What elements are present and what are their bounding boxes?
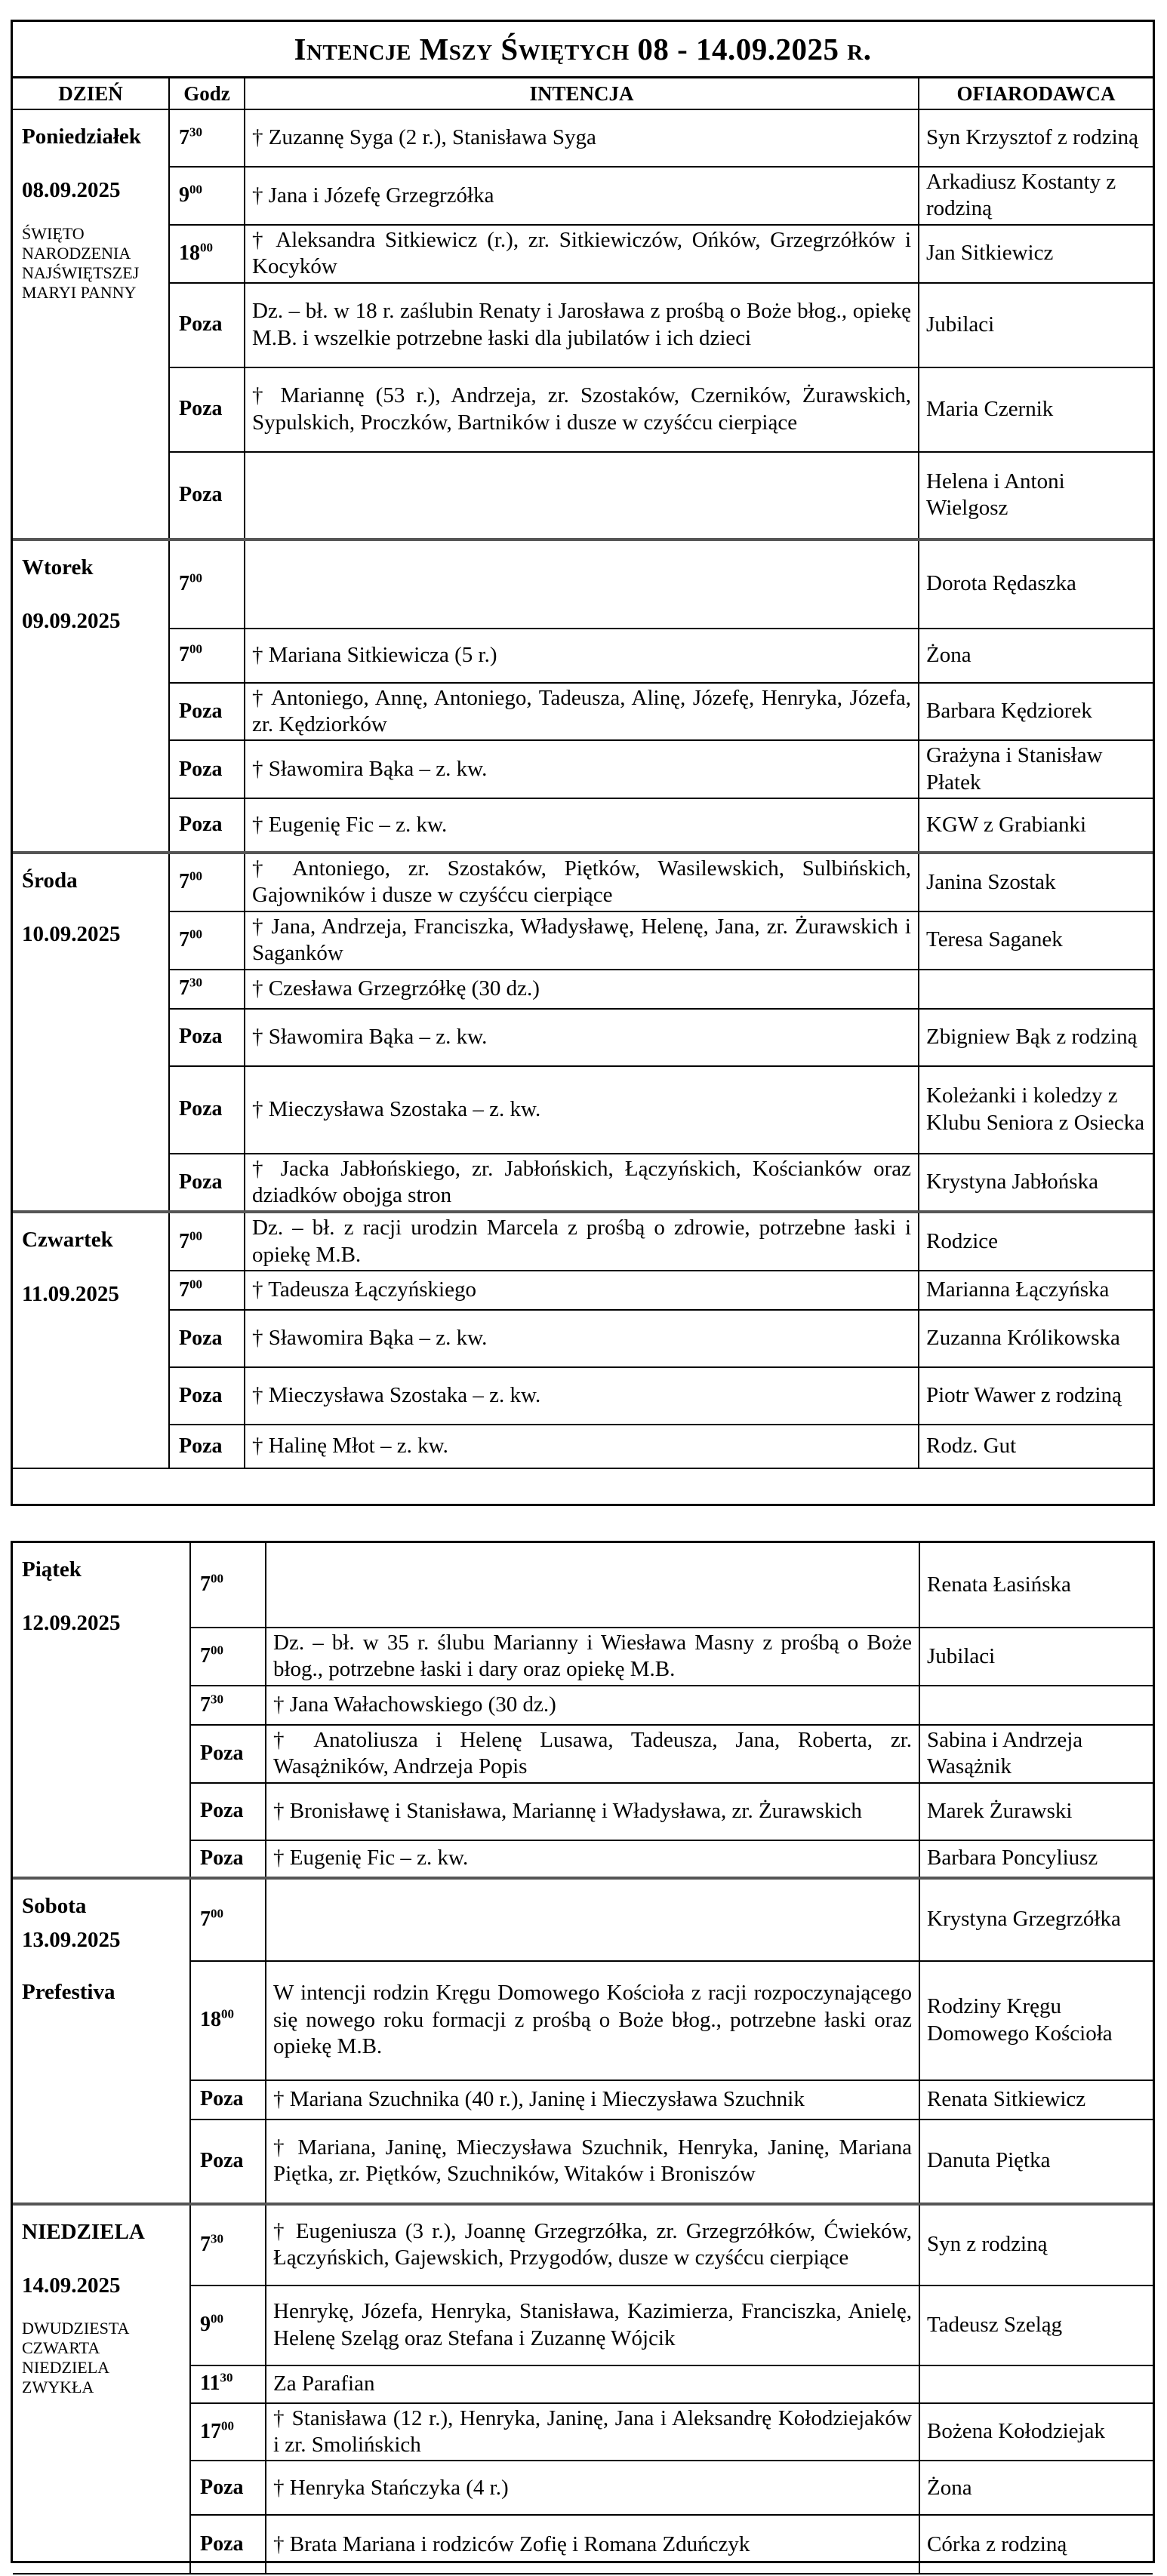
mass-donor: Tadeusz Szeląg	[919, 2286, 1153, 2365]
mass-donor	[919, 970, 1153, 1009]
mass-intention: † Antoniego, Annę, Antoniego, Tadeusza, Alinę, Józefę, Henryka, Józefa, zr. Kędziorków	[245, 683, 919, 741]
mass-intention: † Eugenię Fic – z. kw.	[266, 1840, 919, 1878]
mass-donor: Renata Łasińska	[919, 1543, 1153, 1628]
mass-hour	[190, 1878, 266, 1961]
header-hour: Godz	[169, 78, 245, 109]
day-name: Czwartek	[22, 1228, 113, 1253]
hour-value: 7	[179, 870, 189, 894]
mass-donor: Barbara Poncyliusz	[919, 1840, 1153, 1878]
table-row	[13, 283, 1153, 367]
mass-intention: † Bronisławę i Stanisława, Mariannę i Władysława, zr. Żurawskich	[266, 1783, 919, 1840]
mass-hour	[190, 1686, 266, 1725]
hour-value: 7	[200, 1572, 211, 1597]
mass-hour	[169, 1009, 245, 1066]
mass-hour	[190, 2365, 266, 2403]
day-date: 14.09.2025	[22, 2273, 121, 2298]
hour-value: Poza	[200, 1799, 244, 1823]
intentions-table-1	[13, 78, 1153, 1469]
table-row	[13, 367, 1153, 452]
minute-value: 00	[211, 2312, 223, 2327]
minute-value: 00	[221, 2007, 234, 2022]
mass-donor: Rodzice	[919, 1212, 1153, 1271]
mass-intention	[245, 452, 919, 539]
hour-value: 7	[200, 2232, 211, 2256]
minute-value: 00	[189, 868, 202, 884]
mass-donor: Maria Czernik	[919, 367, 1153, 452]
mass-hour	[190, 2286, 266, 2365]
mass-intention: † Mariannę (53 r.), Andrzeja, zr. Szostaków, Czerników, Żurawskich, Sypulskich, Proczków, Bartników i dusze w czyśćcu cierpiące	[245, 367, 919, 452]
hour-value: Poza	[179, 699, 223, 723]
mass-donor: Marianna Łączyńska	[919, 1271, 1153, 1310]
hour-value: 7	[179, 571, 189, 595]
minute-value: 30	[220, 2371, 233, 2386]
mass-hour	[169, 1367, 245, 1425]
header-intention: INTENCJA	[245, 78, 919, 109]
day-cell	[13, 539, 169, 853]
mass-hour	[190, 2204, 266, 2286]
mass-intention: † Jana, Andrzeja, Franciszka, Władysławę, Helenę, Jana, zr. Żurawskich i Saganków	[245, 911, 919, 970]
mass-intention: Henrykę, Józefa, Henryka, Stanisława, Kazimierza, Franciszka, Anielę, Helenę Szeląg oraz Stefana i Zuzannę Wójcik	[266, 2286, 919, 2365]
mass-donor: Arkadiusz Kostanty z rodziną	[919, 167, 1153, 225]
intentions-table-2	[13, 1543, 1153, 2574]
mass-hour	[169, 629, 245, 683]
hour-value: 7	[179, 976, 189, 1001]
table-row	[13, 1066, 1153, 1154]
mass-intention: Dz. – bł. w 35 r. ślubu Marianny i Wiesława Masny z prośbą o Boże błog., potrzebne łaski i dary oraz opiekę M.B.	[266, 1628, 919, 1686]
page-title: Intencje Mszy Świętych 08 - 14.09.2025 r.	[13, 22, 1153, 78]
mass-donor: Renata Sitkiewicz	[919, 2080, 1153, 2120]
day-cell	[13, 2204, 190, 2574]
mass-hour	[190, 1725, 266, 1783]
table-row	[13, 970, 1153, 1009]
mass-donor: Grażyna i Stanisław Płatek	[919, 740, 1153, 798]
mass-intention: † Aleksandra Sitkiewicz (r.), zr. Sitkiewiczów, Ońków, Grzegrzółków i Kocyków	[245, 225, 919, 283]
mass-hour	[169, 539, 245, 629]
mass-donor: Córka z rodziną	[919, 2515, 1153, 2574]
table-row	[13, 1271, 1153, 1310]
minute-value: 30	[189, 124, 202, 140]
mass-hour	[169, 683, 245, 741]
hour-value: 9	[179, 183, 189, 207]
hour-value: 7	[179, 1277, 189, 1302]
day-name: Poniedziałek	[22, 124, 141, 149]
mass-intention: † Eugeniusza (3 r.), Joannę Grzegrzółka, zr. Grzegrzółków, Ćwieków, Łączyńskich, Gajewskich, Przygodów, dusze w czyśćcu cierpiące	[266, 2204, 919, 2286]
mass-intention: † Sławomira Bąka – z. kw.	[245, 1310, 919, 1367]
mass-hour	[169, 798, 245, 853]
hour-value: 7	[179, 125, 189, 149]
mass-hour	[169, 1310, 245, 1367]
minute-value: 00	[189, 927, 202, 942]
day-feast: Prefestiva	[22, 1980, 115, 2005]
mass-intention: † Mieczysława Szostaka – z. kw.	[245, 1066, 919, 1154]
mass-donor: KGW z Grabianki	[919, 798, 1153, 853]
minute-value: 30	[211, 1692, 223, 1707]
mass-donor: Sabina i Andrzeja Wasążnik	[919, 1725, 1153, 1783]
mass-hour	[169, 1271, 245, 1310]
hour-value: 17	[200, 2419, 221, 2443]
hour-value: Poza	[179, 1170, 223, 1194]
table-row	[13, 1425, 1153, 1468]
mass-donor: Rodz. Gut	[919, 1425, 1153, 1468]
day-cell	[13, 1212, 169, 1468]
mass-intention: † Mariana, Janinę, Mieczysława Szuchnik, Henryka, Janinę, Mariana Piętka, zr. Piętków, Szuchników, Witaków i Broniszów	[266, 2120, 919, 2204]
table-row	[13, 167, 1153, 225]
mass-donor: Piotr Wawer z rodziną	[919, 1367, 1153, 1425]
mass-hour	[169, 452, 245, 539]
mass-hour	[169, 740, 245, 798]
hour-value: 9	[200, 2313, 211, 2337]
table-row	[13, 1212, 1153, 1271]
mass-donor: Rodziny Kręgu Domowego Kościoła	[919, 1961, 1153, 2080]
mass-donor: Danuta Piętka	[919, 2120, 1153, 2204]
mass-intention: † Jana i Józefę Grzegrzółka	[245, 167, 919, 225]
mass-hour	[169, 1212, 245, 1271]
header-donor: OFIARODAWCA	[919, 78, 1153, 109]
table-row	[13, 911, 1153, 970]
minute-value: 00	[221, 2418, 234, 2433]
mass-intention: † Czesława Grzegrzółkę (30 dz.)	[245, 970, 919, 1009]
mass-intention: Dz. – bł. z racji urodzin Marcela z prośbą o zdrowie, potrzebne łaski i opiekę M.B.	[245, 1212, 919, 1271]
mass-intention	[266, 1543, 919, 1628]
mass-donor: Żona	[919, 2461, 1153, 2515]
mass-intention: † Stanisława (12 r.), Henryka, Janinę, Jana i Aleksandrę Kołodziejaków i zr. Smolińskich	[266, 2403, 919, 2461]
mass-intention: † Mariana Sitkiewicza (5 r.)	[245, 629, 919, 683]
hour-value: 7	[200, 1692, 211, 1717]
mass-intention: † Tadeusza Łączyńskiego	[245, 1271, 919, 1310]
hour-value: Poza	[200, 2532, 244, 2556]
minute-value: 00	[189, 570, 202, 586]
day-date: 13.09.2025	[22, 1927, 121, 1952]
day-date: 12.09.2025	[22, 1611, 121, 1636]
day-name: Środa	[22, 868, 78, 893]
day-cell	[13, 1878, 190, 2204]
mass-donor: Jubilaci	[919, 1628, 1153, 1686]
mass-intention: † Sławomira Bąka – z. kw.	[245, 740, 919, 798]
mass-intention: † Eugenię Fic – z. kw.	[245, 798, 919, 853]
mass-donor: Barbara Kędziorek	[919, 683, 1153, 741]
mass-intention: † Brata Mariana i rodziców Zofię i Romana Zduńczyk	[266, 2515, 919, 2574]
day-feast: DWUDZIESTA CZWARTA NIEDZIELA ZWYKŁA	[22, 2319, 129, 2397]
mass-hour	[169, 109, 245, 167]
minute-value: 00	[189, 1277, 202, 1292]
hour-value: 7	[179, 1229, 189, 1253]
mass-hour	[169, 1425, 245, 1468]
mass-donor: Jubilaci	[919, 283, 1153, 367]
hour-value: Poza	[200, 2148, 244, 2172]
minute-value: 00	[211, 1643, 223, 1658]
day-name: NIEDZIELA	[22, 2219, 145, 2244]
minute-value: 00	[189, 642, 202, 657]
hour-value: Poza	[179, 1326, 223, 1350]
mass-donor	[919, 1686, 1153, 1725]
minute-value: 30	[189, 976, 202, 991]
mass-hour	[190, 2403, 266, 2461]
minute-value: 00	[200, 240, 213, 255]
day-date: 10.09.2025	[22, 922, 121, 947]
day-cell	[13, 853, 169, 1212]
hour-value: Poza	[179, 397, 223, 421]
mass-intention: W intencji rodzin Kręgu Domowego Kościoła z racji rozpoczynającego się nowego roku formacji z prośbą o Boże błog., potrzebne łaski oraz opiekę M.B.	[266, 1961, 919, 2080]
mass-hour	[169, 853, 245, 911]
mass-donor: Zuzanna Królikowska	[919, 1310, 1153, 1367]
table-row	[13, 1310, 1153, 1367]
mass-intention: † Halinę Młot – z. kw.	[245, 1425, 919, 1468]
hour-value: Poza	[179, 1383, 223, 1407]
table-row	[13, 740, 1153, 798]
day-date: 09.09.2025	[22, 608, 121, 633]
mass-intention: † Henryka Stańczyka (4 r.)	[266, 2461, 919, 2515]
mass-hour	[169, 1154, 245, 1213]
mass-intention	[245, 539, 919, 629]
mass-intention: † Jacka Jabłońskiego, zr. Jabłońskich, Łączyńskich, Kościanków oraz dziadków obojga stron	[245, 1154, 919, 1213]
mass-donor	[919, 2365, 1153, 2403]
mass-intention: † Zuzannę Syga (2 r.), Stanisława Syga	[245, 109, 919, 167]
mass-hour	[169, 1066, 245, 1154]
minute-value: 00	[211, 1906, 223, 1921]
mass-donor: Jan Sitkiewicz	[919, 225, 1153, 283]
day-cell	[13, 1543, 190, 1878]
mass-hour	[169, 970, 245, 1009]
day-date: 11.09.2025	[22, 1281, 119, 1306]
mass-intention: † Antoniego, zr. Szostaków, Piętków, Wasilewskich, Sulbińskich, Gajowników i dusze w czyśćcu cierpiące	[245, 853, 919, 911]
mass-donor: Koleżanki i koledzy z Klubu Seniora z Osiecka	[919, 1066, 1153, 1154]
mass-donor: Syn z rodziną	[919, 2204, 1153, 2286]
table-row	[13, 1154, 1153, 1213]
mass-hour	[190, 1840, 266, 1878]
mass-hour	[190, 1783, 266, 1840]
mass-donor: Syn Krzysztof z rodziną	[919, 109, 1153, 167]
day-date: 08.09.2025	[22, 178, 121, 203]
minute-value: 00	[189, 182, 202, 197]
mass-intention: † Jana Wałachowskiego (30 dz.)	[266, 1686, 919, 1725]
mass-hour	[169, 367, 245, 452]
hour-value: 7	[179, 928, 189, 952]
mass-hour	[190, 2120, 266, 2204]
header-day: DZIEŃ	[13, 78, 169, 109]
minute-value: 00	[189, 1228, 202, 1243]
mass-donor: Bożena Kołodziejak	[919, 2403, 1153, 2461]
table-row	[13, 853, 1153, 911]
mass-hour	[169, 283, 245, 367]
table-row	[13, 225, 1153, 283]
hour-value: 7	[200, 1644, 211, 1668]
mass-hour	[190, 1628, 266, 1686]
hour-value: Poza	[179, 813, 223, 837]
mass-intention: Dz. – bł. w 18 r. zaślubin Renaty i Jarosława z prośbą o Boże błog., opiekę M.B. i wszelkie potrzebne łaski dla jubilatów i ich dzieci	[245, 283, 919, 367]
mass-intention: Za Parafian	[266, 2365, 919, 2403]
table-row	[13, 452, 1153, 539]
minute-value: 00	[211, 1572, 223, 1587]
hour-value: 11	[200, 2372, 220, 2396]
mass-donor: Teresa Saganek	[919, 911, 1153, 970]
hour-value: Poza	[200, 1846, 244, 1870]
minute-value: 30	[211, 2231, 223, 2246]
mass-hour	[190, 2080, 266, 2120]
table-row	[13, 683, 1153, 741]
day-cell	[13, 109, 169, 539]
hour-value: Poza	[179, 1434, 223, 1458]
hour-value: Poza	[200, 2476, 244, 2500]
mass-intention: † Anatoliusza i Helenę Lusawa, Tadeusza, Jana, Roberta, zr. Wasążników, Andrzeja Popis	[266, 1725, 919, 1783]
hour-value: Poza	[179, 312, 223, 337]
mass-hour	[190, 1543, 266, 1628]
table-row	[13, 629, 1153, 683]
table-row	[13, 109, 1153, 167]
mass-hour	[169, 167, 245, 225]
page-2	[11, 1541, 1155, 2563]
table-row	[13, 798, 1153, 853]
mass-donor: Dorota Rędaszka	[919, 539, 1153, 629]
mass-donor: Krystyna Grzegrzółka	[919, 1878, 1153, 1961]
mass-donor: Zbigniew Bąk z rodziną	[919, 1009, 1153, 1066]
table-row	[13, 539, 1153, 629]
mass-intention: † Mieczysława Szostaka – z. kw.	[245, 1367, 919, 1425]
day-feast: ŚWIĘTO NARODZENIA NAJŚWIĘTSZEJ MARYI PANNY	[22, 223, 140, 302]
hour-value: Poza	[179, 757, 223, 781]
table-row	[13, 1878, 1153, 1961]
mass-hour	[169, 225, 245, 283]
mass-donor: Krystyna Jabłońska	[919, 1154, 1153, 1213]
mass-intention: † Mariana Szuchnika (40 r.), Janinę i Mieczysława Szuchnik	[266, 2080, 919, 2120]
mass-hour	[190, 1961, 266, 2080]
mass-intention	[266, 1878, 919, 1961]
mass-donor: Marek Żurawski	[919, 1783, 1153, 1840]
hour-value: Poza	[179, 1097, 223, 1121]
mass-donor: Helena i Antoni Wielgosz	[919, 452, 1153, 539]
hour-value: Poza	[200, 1741, 244, 1766]
table-row	[13, 1009, 1153, 1066]
mass-hour	[190, 2515, 266, 2574]
hour-value: 7	[200, 1907, 211, 1931]
day-name: Sobota	[22, 1893, 87, 1918]
hour-value: Poza	[179, 482, 223, 506]
mass-intention: † Sławomira Bąka – z. kw.	[245, 1009, 919, 1066]
hour-value: Poza	[179, 1025, 223, 1049]
mass-donor: Żona	[919, 629, 1153, 683]
page-1	[11, 20, 1155, 1506]
mass-hour	[169, 911, 245, 970]
table-row	[13, 1367, 1153, 1425]
mass-donor: Janina Szostak	[919, 853, 1153, 911]
hour-value: Poza	[200, 2087, 244, 2111]
day-name: Piątek	[22, 1557, 82, 1582]
mass-hour	[190, 2461, 266, 2515]
hour-value: 18	[200, 2008, 221, 2032]
hour-value: 7	[179, 643, 189, 667]
table-row	[13, 2204, 1153, 2286]
hour-value: 18	[179, 241, 200, 266]
day-name: Wtorek	[22, 555, 94, 579]
table-row	[13, 1543, 1153, 1628]
